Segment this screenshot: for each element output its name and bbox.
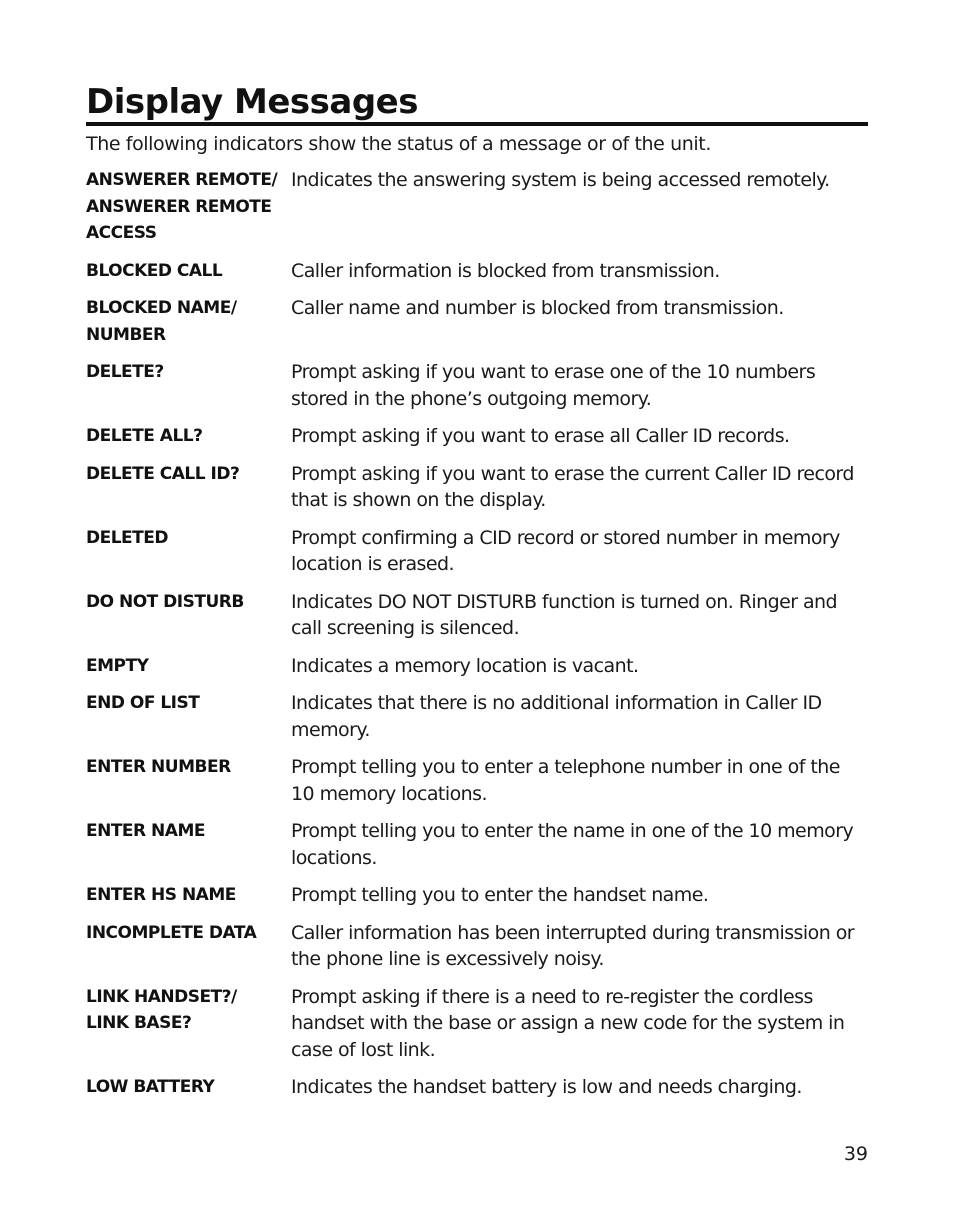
message-definition: Prompt telling you to enter the handset name. <box>291 884 709 906</box>
message-row <box>86 1074 868 1101</box>
message-term: ENTER NUMBER <box>86 757 231 777</box>
message-row <box>86 461 868 514</box>
message-term: END OF LIST <box>86 693 200 713</box>
message-definition: Prompt confirming a CID record or stored number in memory location is erased. <box>291 526 840 575</box>
message-term: ENTER NAME <box>86 821 205 841</box>
message-term: EMPTY <box>86 655 149 676</box>
message-term: DELETE CALL ID? <box>86 463 240 484</box>
message-term: DO NOT DISTURB <box>86 591 244 612</box>
message-term: ANSWERER REMOTE/ ANSWERER REMOTE ACCESS <box>86 170 278 243</box>
message-definition: Prompt asking if there is a need to re-register the cordless handset with the base or assign a new code for the system in case of lost link. <box>291 985 845 1061</box>
intro-text: The following indicators show the status of a message or of the unit. <box>86 133 711 155</box>
message-row <box>86 258 868 285</box>
message-term: DELETE? <box>86 362 164 382</box>
message-term: BLOCKED CALL <box>86 260 223 281</box>
message-definition: Indicates DO NOT DISTURB function is turned on. Ringer and call screening is silenced. <box>291 590 838 639</box>
message-term: ENTER HS NAME <box>86 885 236 905</box>
message-definition: Indicates that there is no additional information in Caller ID memory. <box>291 692 822 741</box>
message-definition: Prompt asking if you want to erase one of the 10 numbers stored in the phone’s outgoing memory. <box>291 361 816 410</box>
message-row <box>86 754 868 807</box>
message-term: LOW BATTERY <box>86 1077 215 1097</box>
message-row <box>86 818 868 871</box>
message-row <box>86 359 868 412</box>
message-definition: Indicates a memory location is vacant. <box>291 654 639 677</box>
message-definition: Prompt asking if you want to erase the current Caller ID record that is shown on the display. <box>291 462 854 511</box>
message-row <box>86 167 868 247</box>
message-term: LINK HANDSET?/ LINK BASE? <box>86 986 237 1033</box>
message-term: INCOMPLETE DATA <box>86 922 257 943</box>
message-definition: Caller information is blocked from transmission. <box>291 259 720 282</box>
display-messages-list <box>86 167 868 1112</box>
page-number: 39 <box>843 1143 868 1165</box>
message-definition: Indicates the answering system is being accessed remotely. <box>291 169 830 191</box>
message-term: BLOCKED NAME/ NUMBER <box>86 298 237 345</box>
page-title: Display Messages <box>86 82 418 122</box>
message-definition: Caller information has been interrupted during transmission or the phone line is excessively noisy. <box>291 921 855 970</box>
message-term: DELETED <box>86 527 168 548</box>
message-definition: Prompt asking if you want to erase all Caller ID records. <box>291 425 790 447</box>
message-row <box>86 525 868 578</box>
message-row <box>86 882 868 909</box>
message-row <box>86 690 868 743</box>
message-definition: Caller name and number is blocked from transmission. <box>291 297 784 319</box>
message-row <box>86 920 868 973</box>
message-definition: Prompt telling you to enter a telephone number in one of the 10 memory locations. <box>291 756 840 805</box>
message-row <box>86 423 868 450</box>
message-definition: Prompt telling you to enter the name in one of the 10 memory locations. <box>291 820 854 869</box>
message-definition: Indicates the handset battery is low and needs charging. <box>291 1076 802 1098</box>
message-term: DELETE ALL? <box>86 426 203 446</box>
message-row <box>86 984 868 1064</box>
message-row <box>86 653 868 680</box>
message-row <box>86 295 868 348</box>
title-rule <box>86 122 868 126</box>
message-row <box>86 589 868 642</box>
